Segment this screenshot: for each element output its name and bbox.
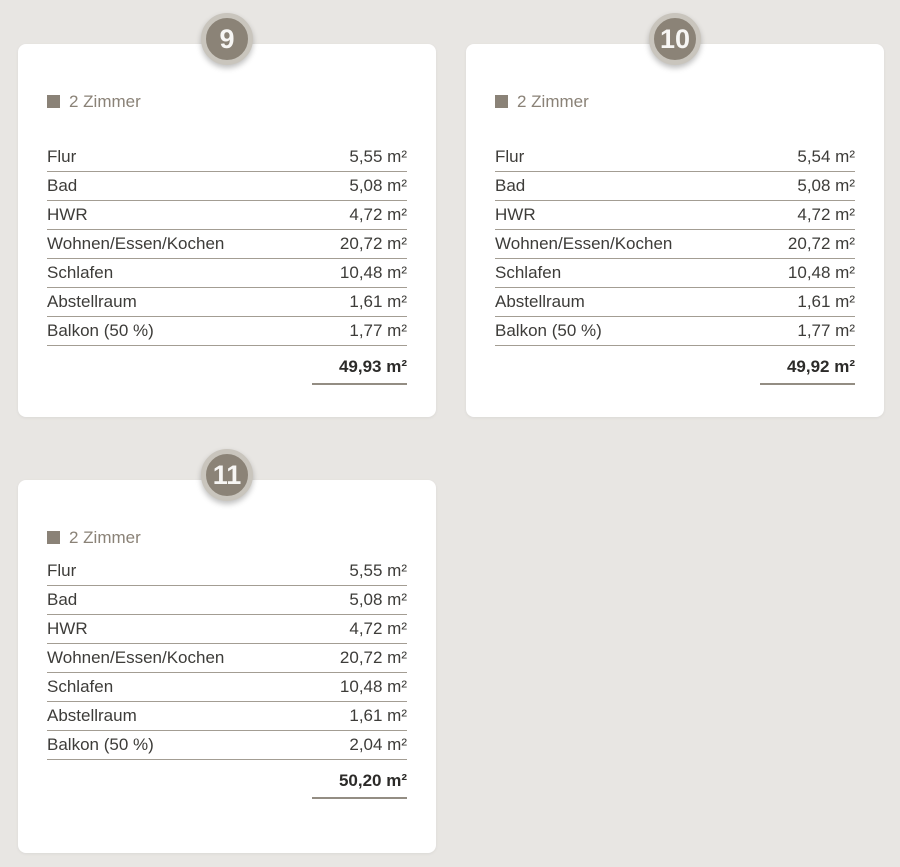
room-label: Wohnen/Essen/Kochen xyxy=(47,234,225,253)
category-label: 2 Zimmer xyxy=(69,528,141,547)
table-row xyxy=(47,702,407,731)
table-row xyxy=(47,615,407,644)
table-row xyxy=(495,172,855,201)
total-row xyxy=(47,760,407,799)
room-label: Bad xyxy=(47,590,78,609)
table-row xyxy=(47,172,407,201)
table-row xyxy=(495,259,855,288)
table-row xyxy=(47,201,407,230)
room-label: Wohnen/Essen/Kochen xyxy=(47,648,225,667)
table-row xyxy=(47,731,407,760)
table-row xyxy=(47,143,407,172)
room-label: Abstellraum xyxy=(47,706,137,725)
category-label: 2 Zimmer xyxy=(69,92,141,111)
table-row xyxy=(495,230,855,259)
category-label: 2 Zimmer xyxy=(517,92,589,111)
room-area: 1,61 m² xyxy=(797,292,855,311)
total-area: 49,92 m² xyxy=(760,357,855,385)
room-area: 4,72 m² xyxy=(349,205,407,224)
room-label: Balkon (50 %) xyxy=(47,321,154,340)
square-bullet-icon xyxy=(47,95,60,108)
room-table xyxy=(495,143,855,385)
room-area: 1,61 m² xyxy=(349,292,407,311)
room-area: 1,61 m² xyxy=(349,706,407,725)
table-row xyxy=(47,673,407,702)
room-area: 4,72 m² xyxy=(797,205,855,224)
table-row xyxy=(47,259,407,288)
table-row xyxy=(47,557,407,586)
room-table xyxy=(47,143,407,385)
room-label: HWR xyxy=(495,205,536,224)
total-area: 50,20 m² xyxy=(312,771,407,799)
room-label: Schlafen xyxy=(47,677,114,696)
table-row xyxy=(495,143,855,172)
room-label: Wohnen/Essen/Kochen xyxy=(495,234,673,253)
room-area: 5,54 m² xyxy=(797,147,855,166)
room-label: Balkon (50 %) xyxy=(495,321,602,340)
table-row xyxy=(495,288,855,317)
apartment-card-10[interactable] xyxy=(466,23,884,417)
room-label: Bad xyxy=(495,176,526,195)
room-label: Abstellraum xyxy=(47,292,137,311)
table-row xyxy=(47,230,407,259)
room-area: 20,72 m² xyxy=(339,234,407,253)
room-label: Flur xyxy=(47,147,77,166)
room-area: 10,48 m² xyxy=(339,677,407,696)
room-area: 20,72 m² xyxy=(339,648,407,667)
room-label: Bad xyxy=(47,176,78,195)
apartment-number-badge[interactable]: 9 xyxy=(201,13,253,65)
room-label: Balkon (50 %) xyxy=(47,735,154,754)
room-label: Schlafen xyxy=(47,263,114,282)
table-row xyxy=(47,317,407,346)
room-area: 1,77 m² xyxy=(349,321,407,340)
apartment-number-badge[interactable]: 10 xyxy=(649,13,701,65)
room-label: Abstellraum xyxy=(495,292,585,311)
apartment-card-9[interactable] xyxy=(18,23,436,417)
square-bullet-icon xyxy=(47,531,60,544)
room-area: 5,55 m² xyxy=(349,147,407,166)
total-area: 49,93 m² xyxy=(312,357,407,385)
table-row xyxy=(47,644,407,673)
room-label: Flur xyxy=(47,561,77,580)
room-label: HWR xyxy=(47,619,88,638)
table-row xyxy=(495,201,855,230)
apartment-card-11[interactable] xyxy=(18,459,436,853)
room-label: Flur xyxy=(495,147,525,166)
room-area: 5,55 m² xyxy=(349,561,407,580)
total-row xyxy=(47,346,407,385)
room-area: 5,08 m² xyxy=(349,176,407,195)
room-area: 10,48 m² xyxy=(787,263,855,282)
room-area: 10,48 m² xyxy=(339,263,407,282)
room-area: 5,08 m² xyxy=(797,176,855,195)
square-bullet-icon xyxy=(495,95,508,108)
room-area: 2,04 m² xyxy=(349,735,407,754)
room-area: 4,72 m² xyxy=(349,619,407,638)
table-row xyxy=(47,288,407,317)
room-table xyxy=(47,557,407,799)
room-label: HWR xyxy=(47,205,88,224)
room-area: 5,08 m² xyxy=(349,590,407,609)
room-label: Schlafen xyxy=(495,263,562,282)
total-row xyxy=(495,346,855,385)
apartment-number-badge[interactable]: 11 xyxy=(201,449,253,501)
table-row xyxy=(47,586,407,615)
table-row xyxy=(495,317,855,346)
room-area: 1,77 m² xyxy=(797,321,855,340)
room-area: 20,72 m² xyxy=(787,234,855,253)
